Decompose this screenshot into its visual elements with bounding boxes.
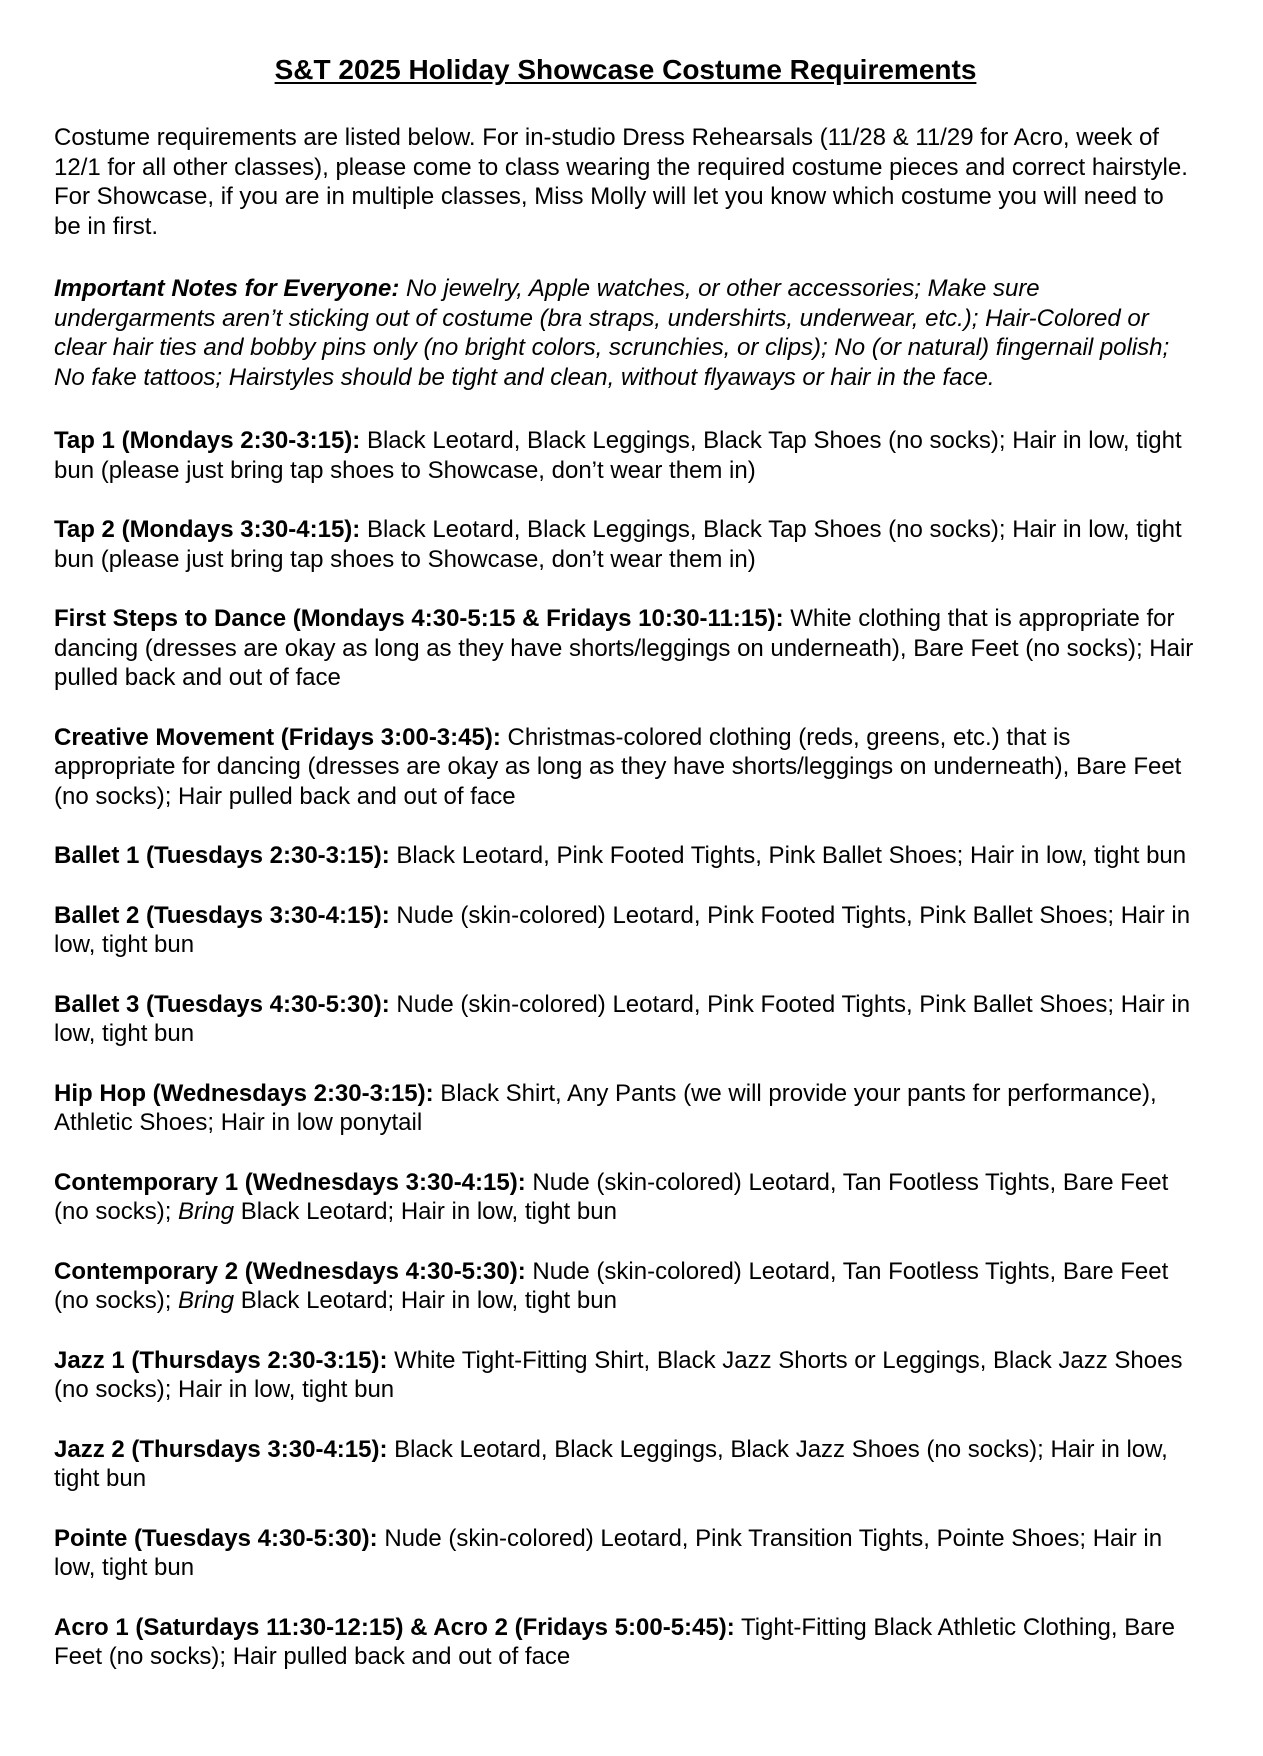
class-heading: Contemporary 2 (Wednesdays 4:30-5:30): — [54, 1257, 526, 1285]
class-requirements: Christmas-colored clothing (reds, greens, etc.) that is appropriate for dancing (dresses are okay as long as they have shorts/leggings on underneath), Bare Feet (no socks); Hair pulled back and out of face — [54, 723, 1182, 810]
class-item-contemporary-2 — [54, 1257, 1197, 1316]
class-requirements: Nude (skin-colored) Leotard, Pink Transition Tights, Pointe Shoes; Hair in low, tight bun — [54, 1524, 1163, 1581]
class-requirements: Black Leotard, Black Leggings, Black Jazz Shoes (no socks); Hair in low, tight bun — [54, 1435, 1168, 1492]
class-heading: Creative Movement (Fridays 3:00-3:45): — [54, 723, 501, 751]
important-notes-text: No jewelry, Apple watches, or other accessories; Make sure undergarments aren’t sticking out of costume (bra straps, undershirts, underwear, etc.); Hair-Colored or clear hair ties and bobby pins only (no bright colors, scrunchies, or clips); No (or natural) fingernail polish; No fake tattoos; Hairstyles should be tight and clean, without flyaways or hair in the face. — [54, 275, 1170, 391]
class-item-pointe — [54, 1524, 1197, 1583]
important-notes-label: Important Notes for Everyone: — [54, 275, 400, 302]
class-requirements: White clothing that is appropriate for dancing (dresses are okay as long as they have shorts/leggings on underneath), Bare Feet (no socks); Hair pulled back and out of face — [54, 605, 1194, 691]
class-heading: Ballet 3 (Tuesdays 4:30-5:30): — [54, 990, 390, 1018]
class-heading: Ballet 1 (Tuesdays 2:30-3:15): — [54, 842, 390, 869]
class-item-creative-movement — [54, 723, 1197, 812]
class-requirements: Black Leotard, Black Leggings, Black Tap Shoes (no socks); Hair in low, tight bun (please just bring tap shoes to Showcase, don’t wear them in) — [54, 427, 1182, 484]
class-item-jazz-1 — [54, 1346, 1197, 1405]
class-heading: Contemporary 1 (Wednesdays 3:30-4:15): — [54, 1168, 526, 1196]
class-item-jazz-2 — [54, 1435, 1197, 1494]
class-requirements-continued: Black Leotard; Hair in low, tight bun — [234, 1287, 617, 1314]
class-item-ballet-3 — [54, 990, 1197, 1049]
important-notes — [54, 274, 1197, 392]
class-requirements-emphasis: Bring — [178, 1198, 235, 1225]
intro-paragraph: Costume requirements are listed below. For in-studio Dress Rehearsals (11/28 & 11/29 for Acro, week of 12/1 for all other classes), please come to class wearing the required costume pieces and correct hairstyle. For Showcase, if you are in multiple classes, Miss Molly will let you know which costume you will need to be in first. — [54, 124, 1188, 240]
class-item-tap-2 — [54, 515, 1197, 574]
class-item-tap-1 — [54, 426, 1197, 485]
class-item-ballet-2 — [54, 901, 1197, 960]
page-title: S&T 2025 Holiday Showcase Costume Requirements — [274, 54, 977, 85]
class-requirements: Black Leotard, Pink Footed Tights, Pink Ballet Shoes; Hair in low, tight bun — [389, 842, 1187, 869]
class-requirements: Black Leotard, Black Leggings, Black Tap Shoes (no socks); Hair in low, tight bun (please just bring tap shoes to Showcase, don’t wear them in) — [54, 516, 1182, 573]
class-heading: Acro 1 (Saturdays 11:30-12:15) & Acro 2 (Fridays 5:00-5:45): — [54, 1613, 735, 1641]
class-item-acro — [54, 1613, 1197, 1672]
class-requirements-emphasis: Bring — [178, 1287, 235, 1314]
class-heading: Ballet 2 (Tuesdays 3:30-4:15): — [54, 901, 390, 929]
class-requirements: Nude (skin-colored) Leotard, Pink Footed Tights, Pink Ballet Shoes; Hair in low, tight bun — [54, 990, 1191, 1047]
class-heading: Jazz 1 (Thursdays 2:30-3:15): — [54, 1346, 388, 1374]
class-requirements: Nude (skin-colored) Leotard, Tan Footless Tights, Bare Feet (no socks); — [54, 1257, 1169, 1314]
class-requirements: White Tight-Fitting Shirt, Black Jazz Shorts or Leggings, Black Jazz Shoes (no socks); Hair in low, tight bun — [54, 1346, 1183, 1403]
class-heading: Jazz 2 (Thursdays 3:30-4:15): — [54, 1435, 388, 1463]
class-heading: Hip Hop (Wednesdays 2:30-3:15): — [54, 1079, 434, 1107]
class-requirements: Tight-Fitting Black Athletic Clothing, Bare Feet (no socks); Hair pulled back and out of face — [54, 1613, 1175, 1670]
class-requirements: Nude (skin-colored) Leotard, Tan Footless Tights, Bare Feet (no socks); — [54, 1168, 1169, 1225]
class-heading: Tap 2 (Mondays 3:30-4:15): — [54, 516, 361, 543]
class-requirements-continued: Black Leotard; Hair in low, tight bun — [234, 1198, 617, 1225]
class-item-first-steps — [54, 604, 1197, 693]
class-item-ballet-1 — [54, 841, 1197, 871]
class-requirements-list — [54, 426, 1197, 1672]
class-heading: Pointe (Tuesdays 4:30-5:30): — [54, 1524, 378, 1552]
class-requirements: Nude (skin-colored) Leotard, Pink Footed Tights, Pink Ballet Shoes; Hair in low, tight bun — [54, 901, 1191, 958]
class-item-contemporary-1 — [54, 1168, 1197, 1227]
class-heading: First Steps to Dance (Mondays 4:30-5:15 & Fridays 10:30-11:15): — [54, 605, 784, 632]
class-item-hip-hop — [54, 1079, 1197, 1138]
class-requirements: Black Shirt, Any Pants (we will provide your pants for performance), Athletic Shoes; Hair in low ponytail — [54, 1079, 1157, 1136]
class-heading: Tap 1 (Mondays 2:30-3:15): — [54, 427, 361, 454]
